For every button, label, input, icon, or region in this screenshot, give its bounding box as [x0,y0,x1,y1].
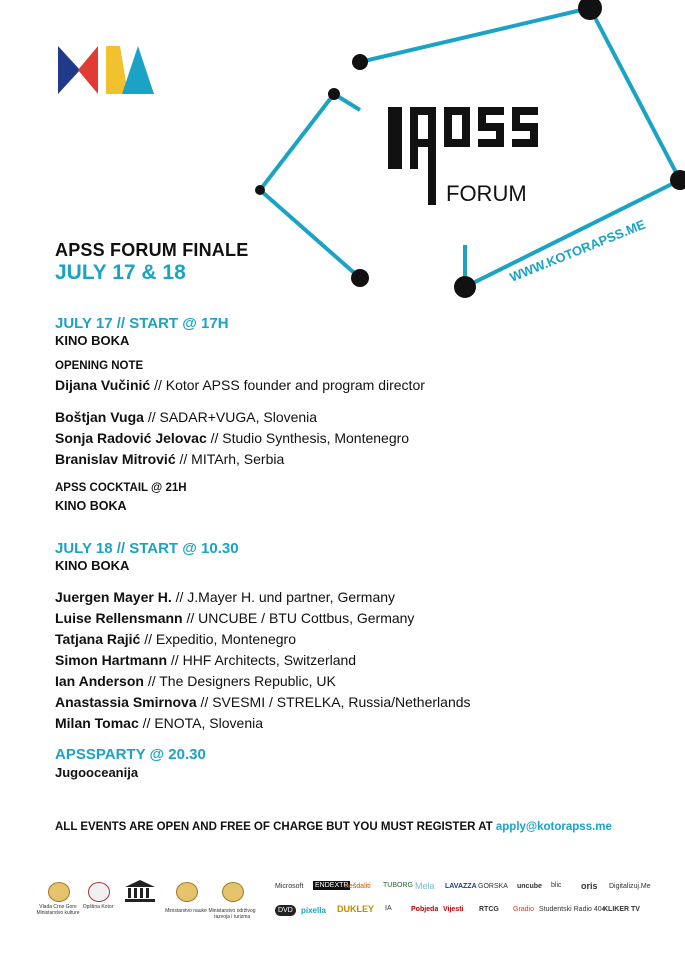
separator: // [150,377,166,393]
speaker-row [55,671,471,692]
logo-red-shape [78,46,98,94]
institution-caption: Ministarstvo nauke [165,908,207,914]
speaker-row [55,449,409,470]
sponsor-logo: Microsoft [275,883,304,890]
notice-text: ALL EVENTS ARE OPEN AND FREE OF CHARGE BUT YOU MUST REGISTER AT [55,821,496,833]
ministry-science-crest-icon [176,882,198,902]
speaker-row [55,428,409,449]
node-circle [351,269,369,287]
speaker-affiliation: Expeditio, Montenegro [155,631,296,647]
register-email-link[interactable]: apply@kotorapss.me [495,821,612,833]
opening-speaker [55,375,425,396]
node-circle [255,185,265,195]
separator: // [140,631,156,647]
network-graphic [250,0,685,300]
sponsor-logo: nešdaliti [345,883,371,890]
cocktail-label: APSS COCKTAIL @ 21H [55,482,187,494]
logo-teal-shape [122,46,154,94]
speaker-row [55,692,471,713]
speaker-name: Ian Anderson [55,673,144,689]
sponsor-row-1 [275,880,680,894]
party-label: APSSPARTY @ 20.30 [55,746,206,763]
institution-caption: Ministarstvo održivog razvoja i turizma [208,908,256,920]
speaker-row [55,587,471,608]
event-dates: JULY 17 & 18 [55,261,186,284]
speaker-name: Luise Rellensmann [55,610,183,626]
sponsor-logo: pixella [301,906,326,915]
sponsor-logo: Gradio [513,906,535,913]
node-circle [328,88,340,100]
separator: // [138,715,155,731]
node-circle [578,0,602,20]
speaker-affiliation: Studio Synthesis, Montenegro [222,430,410,446]
day2-venue: KINO BOKA [55,558,130,573]
sponsor-logo: IA [385,905,392,912]
sponsor-logo: Digitalizuj.Me [609,883,651,890]
event-title: APSS FORUM FINALE [55,240,249,260]
sponsor-logo: oris [581,881,598,891]
website-url[interactable]: WWW.KOTORAPSS.ME [507,216,648,285]
separator: // [167,652,183,668]
speaker-name: Juergen Mayer H. [55,589,172,605]
speaker-affiliation: SADAR+VUGA, Slovenia [159,409,318,425]
forum-word: FORUM [446,181,527,206]
day2-speaker-list [55,587,471,734]
montenegro-crest-icon [48,882,70,902]
sponsor-logo: ENDEXTR [315,882,349,889]
speaker-name: Milan Tomac [55,715,139,731]
speaker-name: Anastassia Smirnova [55,694,197,710]
separator: // [196,694,213,710]
node-circle [670,170,685,190]
sponsor-logo: Pobjeda [411,906,439,913]
sponsor-logo: TUBORG [383,882,413,889]
speaker-row [55,629,471,650]
sponsor-logo: KLIKER TV [603,906,640,913]
separator: // [171,589,188,605]
separator: // [182,610,199,626]
registration-notice [55,821,612,833]
separator: // [143,673,160,689]
sponsor-logo: uncube [517,883,542,890]
speaker-affiliation: HHF Architects, Switzerland [182,652,357,668]
speaker-row [55,650,471,671]
separator: // [143,409,160,425]
sponsor-row-2 [275,903,680,921]
day1-speaker-list [55,407,409,470]
institution-caption: Opština Kotor [82,904,114,910]
speaker-name: Boštjan Vuga [55,409,144,425]
day1-venue: KINO BOKA [55,333,130,348]
sponsor-logo: Studentski Radio 404 [539,906,606,913]
kotor-crest-icon [88,882,110,902]
unesco-icon [125,880,155,902]
cocktail-venue: KINO BOKA [55,499,127,513]
node-circle [352,54,368,70]
sponsor-logo: DVD [275,905,296,916]
institution-caption: Vlada Crne Gore Ministarstvo kulture [36,904,80,916]
kotor-apss-logo [58,44,154,96]
ministry-tourism-crest-icon [222,882,244,902]
speaker-affiliation: Kotor APSS founder and program director [165,377,425,393]
speaker-affiliation: MITArh, Serbia [191,451,285,467]
speaker-name: Simon Hartmann [55,652,168,668]
speaker-row [55,407,409,428]
institution-logos [0,876,270,926]
separator: // [206,430,223,446]
sponsor-logo: Mela [415,881,435,891]
speaker-name: Tatjana Rajić [55,631,141,647]
sponsor-logo: LAVAZZA [445,883,477,890]
sponsor-logo: GORSKA [478,883,508,890]
speaker-affiliation: SVESMI / STRELKA, Russia/Netherlands [212,694,471,710]
speaker-name: Branislav Mitrović [55,451,176,467]
party-venue: Jugooceanija [55,765,139,780]
sponsor-logo: RTCG [479,906,499,913]
speaker-affiliation: The Designers Republic, UK [159,673,336,689]
separator: // [175,451,192,467]
speaker-affiliation: ENOTA, Slovenia [154,715,263,731]
node-circle [454,276,476,298]
day2-heading: JULY 18 // START @ 10.30 [55,540,239,557]
speaker-row [55,713,471,734]
logo-navy-shape [58,46,80,94]
speaker-row [55,608,471,629]
sponsor-logo: Vijesti [443,906,464,913]
speaker-name: Sonja Radović Jelovac [55,430,207,446]
sponsor-logo: DUKLEY [337,904,375,914]
opening-note-label: OPENING NOTE [55,360,144,372]
sponsor-logo: blic [551,882,562,889]
speaker-affiliation: UNCUBE / BTU Cottbus, Germany [198,610,415,626]
speaker-affiliation: J.Mayer H. und partner, Germany [187,589,396,605]
day1-heading: JULY 17 // START @ 17H [55,315,229,332]
speaker-name: Dijana Vučinić [55,377,151,393]
